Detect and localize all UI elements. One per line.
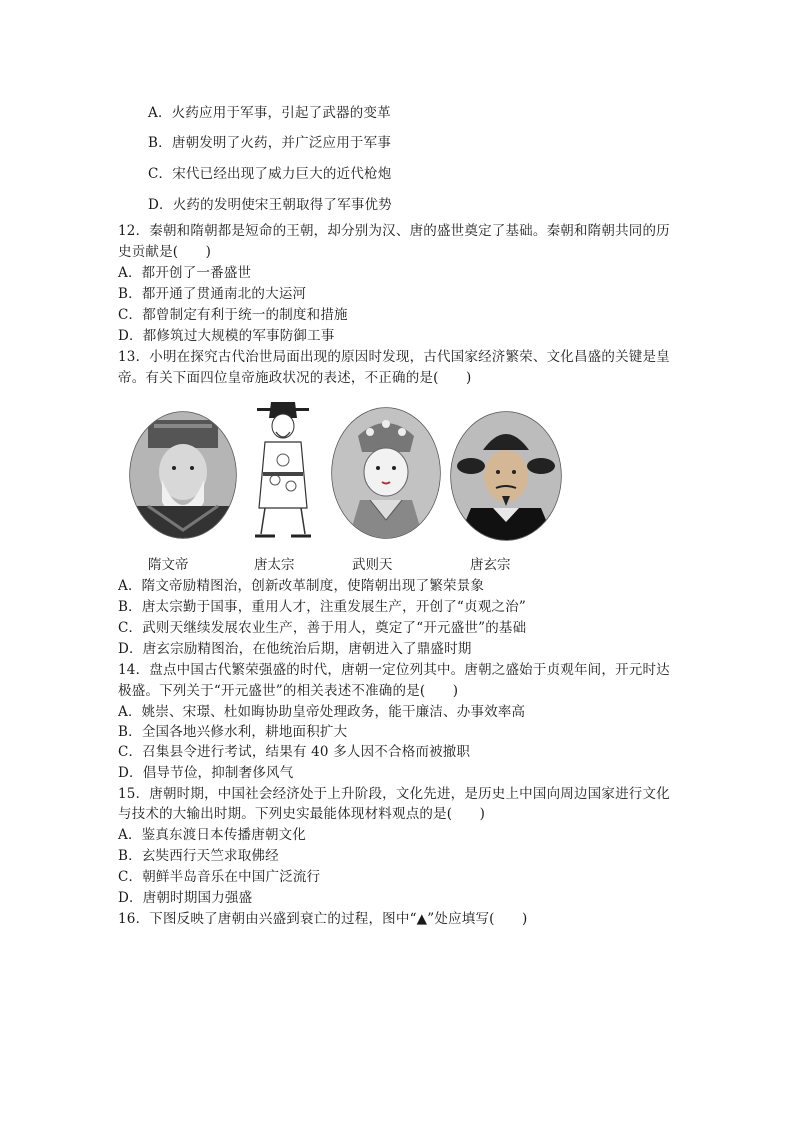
q15-option-b: B．玄奘西行天竺求取佛经 xyxy=(118,848,279,864)
q11-option-a: A．火药应用于军事，引起了武器的变革 xyxy=(148,105,391,121)
q15-stem-line2: 与技术的大输出时期。下列史实最能体现材料观点的是( ) xyxy=(118,806,486,822)
portrait-wu-zetian xyxy=(330,406,442,540)
q13-option-b: B．唐太宗勤于国事，重用人才，注重发展生产，开创了“贞观之治” xyxy=(118,599,526,615)
q14-stem-line2: 极盛。下列关于“开元盛世”的相关表述不准确的是( ) xyxy=(118,683,459,699)
q12-option-a: A．都开创了一番盛世 xyxy=(118,265,252,281)
caption-wu-zetian: 武则天 xyxy=(352,557,393,573)
portrait-sui-wendi xyxy=(128,410,238,540)
caption-tang-taizong: 唐太宗 xyxy=(254,557,295,573)
q11-option-c: C．宋代已经出现了威力巨大的近代枪炮 xyxy=(148,166,392,182)
q11-option-b: B．唐朝发明了火药，并广泛应用于军事 xyxy=(148,135,392,151)
q11-option-d: D．火药的发明使宋王朝取得了军事优势 xyxy=(148,197,392,213)
caption-sui-wendi: 隋文帝 xyxy=(148,557,189,573)
q14-stem-line1: 14．盘点中国古代繁荣强盛的时代，唐朝一定位列其中。唐朝之盛始于贞观年间，开元时达 xyxy=(118,662,670,678)
caption-tang-xuanzong: 唐玄宗 xyxy=(470,557,511,573)
q14-option-b: B．全国各地兴修水利，耕地面积扩大 xyxy=(118,724,348,740)
q12-stem-line2: 史贡献是( ) xyxy=(118,244,212,260)
q13-option-d: D．唐玄宗励精图治，在他统治后期，唐朝进入了鼎盛时期 xyxy=(118,641,472,657)
q15-option-d: D．唐朝时期国力强盛 xyxy=(118,890,253,906)
q13-stem-line1: 13．小明在探究古代治世局面出现的原因时发现，古代国家经济繁荣、文化昌盛的关键是皇 xyxy=(118,349,670,365)
q14-option-c: C．召集县令进行考试，结果有 40 多人因不合格而被撤职 xyxy=(118,744,471,760)
portrait-tang-taizong xyxy=(245,398,321,540)
q16-stem-line1: 16．下图反映了唐朝由兴盛到衰亡的过程，图中“▲”处应填写( ) xyxy=(118,911,528,927)
q12-option-c: C．都曾制定有利于统一的制度和措施 xyxy=(118,307,348,323)
q12-option-b: B．都开通了贯通南北的大运河 xyxy=(118,286,307,302)
q13-stem-line2: 帝。有关下面四位皇帝施政状况的表述，不正确的是( ) xyxy=(118,370,472,386)
q12-option-d: D．都修筑过大规模的军事防御工事 xyxy=(118,328,335,344)
q15-option-c: C．朝鲜半岛音乐在中国广泛流行 xyxy=(118,869,321,885)
q14-option-d: D．倡导节俭，抑制奢侈风气 xyxy=(118,765,294,781)
q13-option-a: A．隋文帝励精图治，创新改革制度，使隋朝出现了繁荣景象 xyxy=(118,578,485,594)
portrait-tang-xuanzong xyxy=(449,410,563,542)
q15-option-a: A．鉴真东渡日本传播唐朝文化 xyxy=(118,827,307,843)
q15-stem-line1: 15．唐朝时期，中国社会经济处于上升阶段，文化先进，是历史上中国向周边国家进行文化 xyxy=(118,786,670,802)
q14-option-a: A．姚崇、宋璟、杜如晦协助皇帝处理政务，能干廉洁、办事效率高 xyxy=(118,704,526,720)
q13-option-c: C．武则天继续发展农业生产，善于用人，奠定了“开元盛世”的基础 xyxy=(118,620,527,636)
q12-stem-line1: 12．秦朝和隋朝都是短命的王朝，却分别为汉、唐的盛世奠定了基础。秦朝和隋朝共同的历 xyxy=(118,223,670,239)
